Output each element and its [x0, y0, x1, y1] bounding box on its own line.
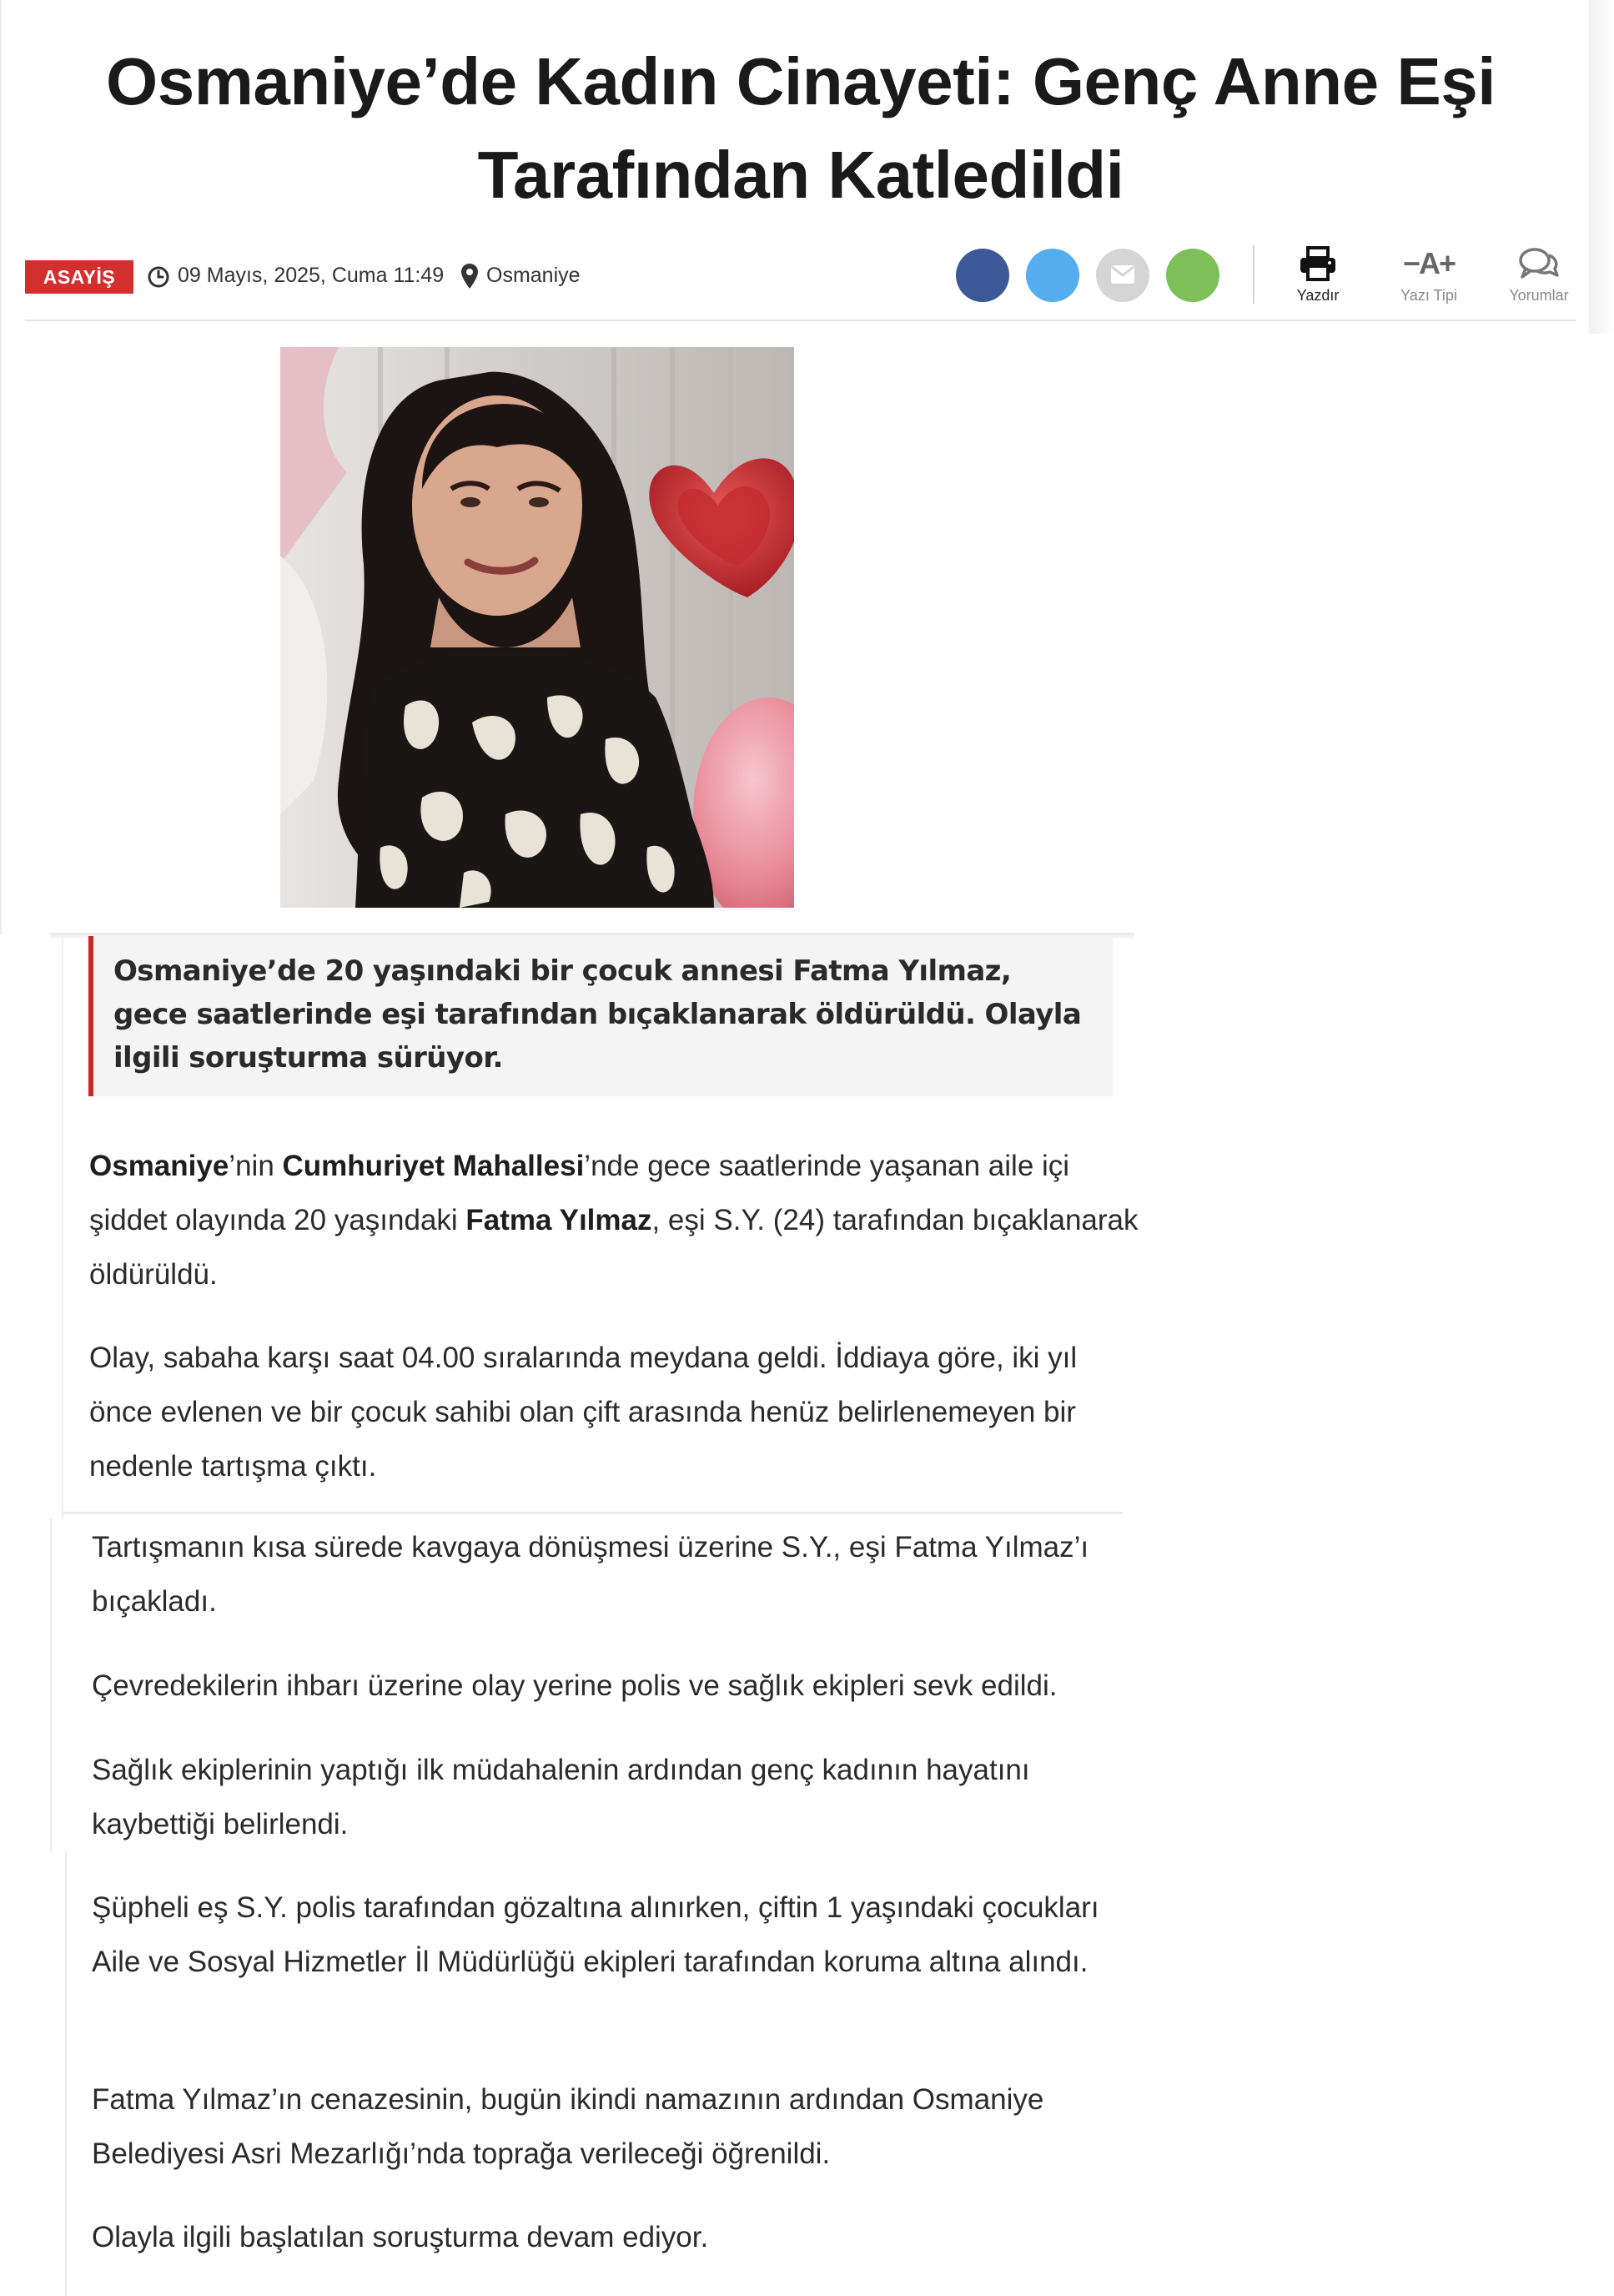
font-size-icon[interactable]: −A+ — [1402, 246, 1456, 280]
comments-button[interactable] — [1493, 244, 1585, 305]
bold-text: Osmaniye — [89, 1150, 229, 1182]
article-paragraph-2: Olay, sabaha karşı saat 04.00 sıralarında meydana geldi. İddiaya göre, iki yıl önce evlenen ve bir çocuk sahibi olan çift arasında henüz belirlenemeyen bir nedenle tartışma çıktı. — [89, 1342, 1078, 1483]
location-pin-icon — [460, 263, 479, 290]
printer-icon — [1299, 246, 1337, 281]
meta-underline — [25, 320, 1576, 321]
content-left-border — [50, 1518, 52, 1852]
article-paragraph-4: Çevredekilerin ihbarı üzerine olay yerine polis ve sağlık ekipleri sevk edildi. — [92, 1669, 1058, 1702]
page-left-border — [0, 0, 2, 934]
print-label: Yazdır — [1296, 287, 1340, 304]
content-left-border — [65, 1852, 67, 2296]
paragraph-text: ’nin — [229, 1150, 283, 1182]
page-right-shadow — [1589, 0, 1614, 334]
article-meta-bar — [25, 242, 1576, 317]
article-paragraph-7: Fatma Yılmaz’ın cenazesinin, bugün ikindi namazının ardından Osmaniye Belediyesi Asri Mezarlığı’nda toprağa verileceği öğrenildi. — [92, 2083, 1044, 2170]
category-badge[interactable]: ASAYİŞ — [25, 260, 133, 294]
bold-text: Cumhuriyet Mahallesi — [282, 1150, 585, 1182]
article-paragraph-1 — [89, 1139, 1140, 1302]
summary-text: Osmaniye’de 20 yaşındaki bir çocuk annesi Fatma Yılmaz, gece saatlerinde eşi tarafından bıçaklanarak öldürüldü. Olayla ilgili soruşturma sürüyor. — [113, 954, 1082, 1075]
share-whatsapp-button[interactable] — [1166, 249, 1219, 302]
share-twitter-button[interactable] — [1026, 249, 1079, 302]
article-title-line-1: Osmaniye’de Kadın Cinayeti: Genç Anne Eşi — [106, 44, 1496, 118]
article-photo — [280, 347, 794, 908]
paragraph-text: ’nde gece saatlerinde yaşanan aile içi şiddet olayında 20 yaşındaki — [89, 1150, 1070, 1236]
content-left-border — [62, 939, 63, 1518]
print-button[interactable] — [1272, 244, 1364, 305]
publish-date: 09 Mayıs, 2025, Cuma 11:49 — [178, 264, 445, 287]
share-facebook-button[interactable] — [956, 249, 1009, 302]
comments-icon — [1518, 246, 1560, 281]
bold-text: Fatma Yılmaz — [465, 1204, 652, 1236]
envelope-icon — [1111, 265, 1134, 284]
article-paragraph-5: Sağlık ekiplerinin yaptığı ilk müdahalenin ardından genç kadının hayatını kaybettiği belirlendi. — [92, 1754, 1030, 1840]
article-title-line-2: Tarafından Katledildi — [477, 138, 1124, 212]
article-paragraph-8: Olayla ilgili başlatılan soruşturma devam ediyor. — [92, 2221, 709, 2253]
article-paragraph-6: Şüpheli eş S.Y. polis tarafından gözaltına alınırken, çiftin 1 yaşındaki çocukları Aile ve Sosyal Hizmetler İl Müdürlüğü ekipleri tarafından koruma altına alındı. — [92, 1891, 1099, 1978]
article-title — [58, 35, 1543, 222]
font-size-label: Yazı Tipi — [1400, 287, 1457, 304]
font-size-control[interactable] — [1383, 244, 1475, 305]
article-paragraph-3: Tartışmanın kısa sürede kavgaya dönüşmesi üzerine S.Y., eşi Fatma Yılmaz’ı bıçakladı. — [92, 1531, 1089, 1618]
share-email-button[interactable] — [1096, 249, 1149, 302]
meta-divider — [1253, 245, 1254, 304]
paragraph-text: , eşi S.Y. (24) tarafından bıçaklanarak öldürüldü. — [89, 1204, 1139, 1291]
comments-label: Yorumlar — [1509, 287, 1569, 304]
article-location: Osmaniye — [486, 264, 581, 287]
content-divider — [63, 1512, 1123, 1514]
clock-icon — [147, 265, 170, 289]
article-summary — [88, 936, 1113, 1096]
